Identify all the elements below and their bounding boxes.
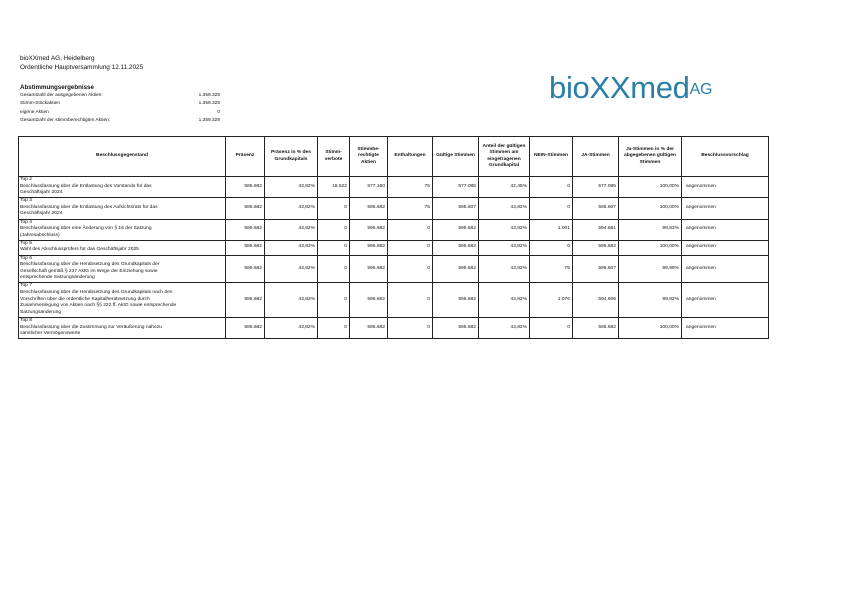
cell-ja: 595.607: [573, 198, 619, 219]
cell-ja-pct: 100,00%: [619, 177, 682, 198]
summary-value: 1.359.328: [198, 118, 220, 124]
summary-label: Stimm-Stückaktien: [20, 101, 60, 107]
resolution-result: angenommen: [682, 240, 769, 255]
cell-enthaltungen: 75: [388, 177, 433, 198]
cell-anteil: 42,45%: [479, 177, 530, 198]
cell-berechtigt: 595.682: [350, 240, 388, 255]
cell-ja-pct: 100,00%: [619, 240, 682, 255]
cell-verbote: 0: [318, 219, 350, 240]
cell-enthaltungen: 0: [388, 219, 433, 240]
cell-anteil: 43,82%: [479, 219, 530, 240]
summary-value: 0: [217, 109, 220, 115]
cell-verbote: 0: [318, 317, 350, 338]
cell-anteil: 43,82%: [479, 198, 530, 219]
column-header: NEIN-Stimmen: [530, 137, 573, 177]
table-row: [19, 177, 769, 198]
meeting-title: Ordentliche Hauptversammlung 12.11.2025: [20, 64, 144, 71]
agenda-item-text: Geschäftsjahr 2024: [20, 190, 63, 196]
cell-berechtigt: 595.682: [350, 283, 388, 318]
company-name: bioXXmed AG, Heidelberg: [20, 55, 95, 62]
cell-nein: 0: [530, 317, 573, 338]
cell-anteil: 43,82%: [479, 317, 530, 338]
cell-nein: 0: [530, 198, 573, 219]
cell-gueltig: 595.682: [433, 240, 479, 255]
resolution-result: angenommen: [682, 283, 769, 318]
agenda-item-number: Top 8: [20, 317, 32, 323]
summary-label: Gesamtzahl der ausgegebenen Aktien:: [20, 93, 103, 98]
agenda-item-text: Wahl des Abschlussprüfers für das Geschäftsjahr 2025: [20, 247, 139, 253]
agenda-item-cell: [19, 219, 226, 240]
cell-enthaltungen: 75: [388, 198, 433, 219]
cell-praesenz-pct: 43,82%: [265, 283, 318, 318]
logo-wordmark: bioXXmed$^{AG}$: [549, 70, 713, 105]
agenda-item-cell: [19, 255, 226, 283]
agenda-item-number: Top 4: [20, 219, 32, 225]
cell-ja-pct: 99,82%: [619, 283, 682, 318]
agenda-item-number: Top 5: [20, 240, 32, 246]
cell-praesenz-pct: 43,82%: [265, 198, 318, 219]
column-header: Präsenz in % des Grundkapitals: [265, 137, 318, 177]
table-row: [19, 240, 769, 255]
cell-praesenz: 595.682: [226, 219, 265, 240]
cell-berechtigt: 595.682: [350, 219, 388, 240]
resolution-result: angenommen: [682, 255, 769, 283]
cell-gueltig: 577.085: [433, 177, 479, 198]
agenda-item-text: Beschlussfassung über die Zustimmung zur Veräußerung nahezu: [20, 324, 162, 330]
agenda-item-cell: [19, 240, 226, 255]
agenda-item-number: Top 6: [20, 255, 32, 261]
cell-praesenz: 595.682: [226, 317, 265, 338]
cell-gueltig: 595.682: [433, 219, 479, 240]
table-row: [19, 283, 769, 318]
agenda-item-text: Vorschriften über die ordentliche Kapitalherabsetzung durch: [20, 296, 150, 302]
cell-nein: 1.001: [530, 219, 573, 240]
cell-enthaltungen: 0: [388, 255, 433, 283]
agenda-item-text: Beschlussfassung über eine Änderung von § 16 der Satzung: [20, 226, 152, 232]
table-header-row: [19, 137, 769, 177]
column-header: Anteil der gültigen Stimmen am eingetragenen Grundkapital: [479, 137, 530, 177]
cell-anteil: 43,82%: [479, 255, 530, 283]
summary-label: Gesamtzahl der stimmberechtigten Aktien:: [20, 118, 111, 124]
cell-ja: 594.606: [573, 283, 619, 318]
summary-row: [20, 117, 220, 125]
cell-praesenz-pct: 43,82%: [265, 255, 318, 283]
column-header: Beschlussgegenstand: [19, 137, 226, 177]
agenda-item-text: Beschlussfassung über die Entlastung des Aufsichtsrats für das: [20, 204, 158, 210]
agenda-item-text: entsprechende Satzungsänderung: [20, 275, 95, 281]
company-logo: [549, 72, 754, 106]
voting-results-table: [18, 136, 769, 339]
cell-praesenz-pct: 43,82%: [265, 240, 318, 255]
summary-row: [20, 109, 220, 117]
agenda-item-text: sämtlicher Vermögenswerte: [20, 331, 81, 337]
agenda-item-text: (Jahresabschluss): [20, 232, 60, 238]
cell-berechtigt: 577.160: [350, 177, 388, 198]
column-header: JA-Stimmen: [573, 137, 619, 177]
column-header: Stimmbe-rechtigte Aktien: [350, 137, 388, 177]
table-row: [19, 255, 769, 283]
cell-anteil: 43,82%: [479, 240, 530, 255]
cell-anteil: 43,82%: [479, 283, 530, 318]
cell-praesenz: 595.682: [226, 177, 265, 198]
cell-ja: 595.682: [573, 240, 619, 255]
cell-verbote: 0: [318, 240, 350, 255]
agenda-item-text: Beschlussfassung über die Entlastung des Vorstands für das: [20, 183, 152, 189]
cell-ja-pct: 100,00%: [619, 198, 682, 219]
cell-nein: 1.076: [530, 283, 573, 318]
column-header: Enthaltungen: [388, 137, 433, 177]
cell-enthaltungen: 0: [388, 240, 433, 255]
cell-gueltig: 595.682: [433, 283, 479, 318]
resolution-result: angenommen: [682, 317, 769, 338]
agenda-item-text: Beschlussfassung über die Herabsetzung des Grundkapitals der: [20, 262, 160, 268]
summary-row: [20, 100, 220, 108]
table-row: [19, 198, 769, 219]
cell-verbote: 0: [318, 255, 350, 283]
cell-nein: 0: [530, 177, 573, 198]
cell-ja: 595.607: [573, 255, 619, 283]
resolution-result: angenommen: [682, 198, 769, 219]
cell-praesenz-pct: 43,82%: [265, 219, 318, 240]
results-title: Abstimmungsergebnisse: [20, 84, 94, 91]
agenda-item-number: Top 7: [20, 283, 32, 289]
agenda-item-cell: [19, 317, 226, 338]
cell-nein: 75: [530, 255, 573, 283]
cell-gueltig: 595.682: [433, 317, 479, 338]
share-summary: [20, 92, 220, 126]
cell-enthaltungen: 0: [388, 317, 433, 338]
summary-label: eigene Aktien: [20, 109, 49, 115]
column-header: Stimm-verbote: [318, 137, 350, 177]
cell-praesenz: 595.682: [226, 283, 265, 318]
cell-nein: 0: [530, 240, 573, 255]
cell-ja-pct: 100,00%: [619, 317, 682, 338]
column-header: Ja-Stimmen in % der abgegebenen gültigen Stimmen: [619, 137, 682, 177]
resolution-result: angenommen: [682, 177, 769, 198]
agenda-item-cell: [19, 198, 226, 219]
column-header: Beschlussvorschlag: [682, 137, 769, 177]
agenda-item-text: Beschlussfassung über die Herabsetzung des Grundkapitals nach den: [20, 290, 173, 296]
agenda-item-text: Gesellschaft gemäß § 237 AktG im Wege der Einziehung sowie: [20, 268, 158, 274]
agenda-item-cell: [19, 177, 226, 198]
agenda-item-text: Zusammenlegung von Aktien nach §§ 222 ff. AktG sowie entsprechende: [20, 303, 177, 309]
summary-row: [20, 92, 220, 100]
summary-value: 1.359.328: [198, 101, 220, 107]
cell-praesenz: 595.682: [226, 255, 265, 283]
summary-value: 1.359.328: [198, 93, 220, 98]
agenda-item-text: Geschäftsjahr 2024: [20, 211, 63, 217]
cell-ja-pct: 99,83%: [619, 219, 682, 240]
cell-ja: 577.085: [573, 177, 619, 198]
cell-gueltig: 595.607: [433, 198, 479, 219]
cell-berechtigt: 595.682: [350, 198, 388, 219]
column-header: Gültige Stimmen: [433, 137, 479, 177]
cell-gueltig: 595.682: [433, 255, 479, 283]
cell-verbote: 0: [318, 198, 350, 219]
resolution-result: angenommen: [682, 219, 769, 240]
cell-praesenz-pct: 43,82%: [265, 177, 318, 198]
table-row: [19, 219, 769, 240]
column-header: Präsenz: [226, 137, 265, 177]
table-row: [19, 317, 769, 338]
cell-ja: 595.682: [573, 317, 619, 338]
cell-berechtigt: 595.682: [350, 317, 388, 338]
cell-verbote: 18.522: [318, 177, 350, 198]
cell-praesenz: 595.682: [226, 240, 265, 255]
cell-ja-pct: 99,99%: [619, 255, 682, 283]
agenda-item-number: Top 3: [20, 198, 32, 204]
agenda-item-cell: [19, 283, 226, 318]
cell-praesenz-pct: 43,82%: [265, 317, 318, 338]
agenda-item-number: Top 2: [20, 177, 32, 182]
cell-verbote: 0: [318, 283, 350, 318]
cell-praesenz: 595.682: [226, 198, 265, 219]
cell-berechtigt: 595.682: [350, 255, 388, 283]
cell-ja: 594.681: [573, 219, 619, 240]
cell-enthaltungen: 0: [388, 283, 433, 318]
agenda-item-text: Satzungsänderung: [20, 309, 62, 315]
